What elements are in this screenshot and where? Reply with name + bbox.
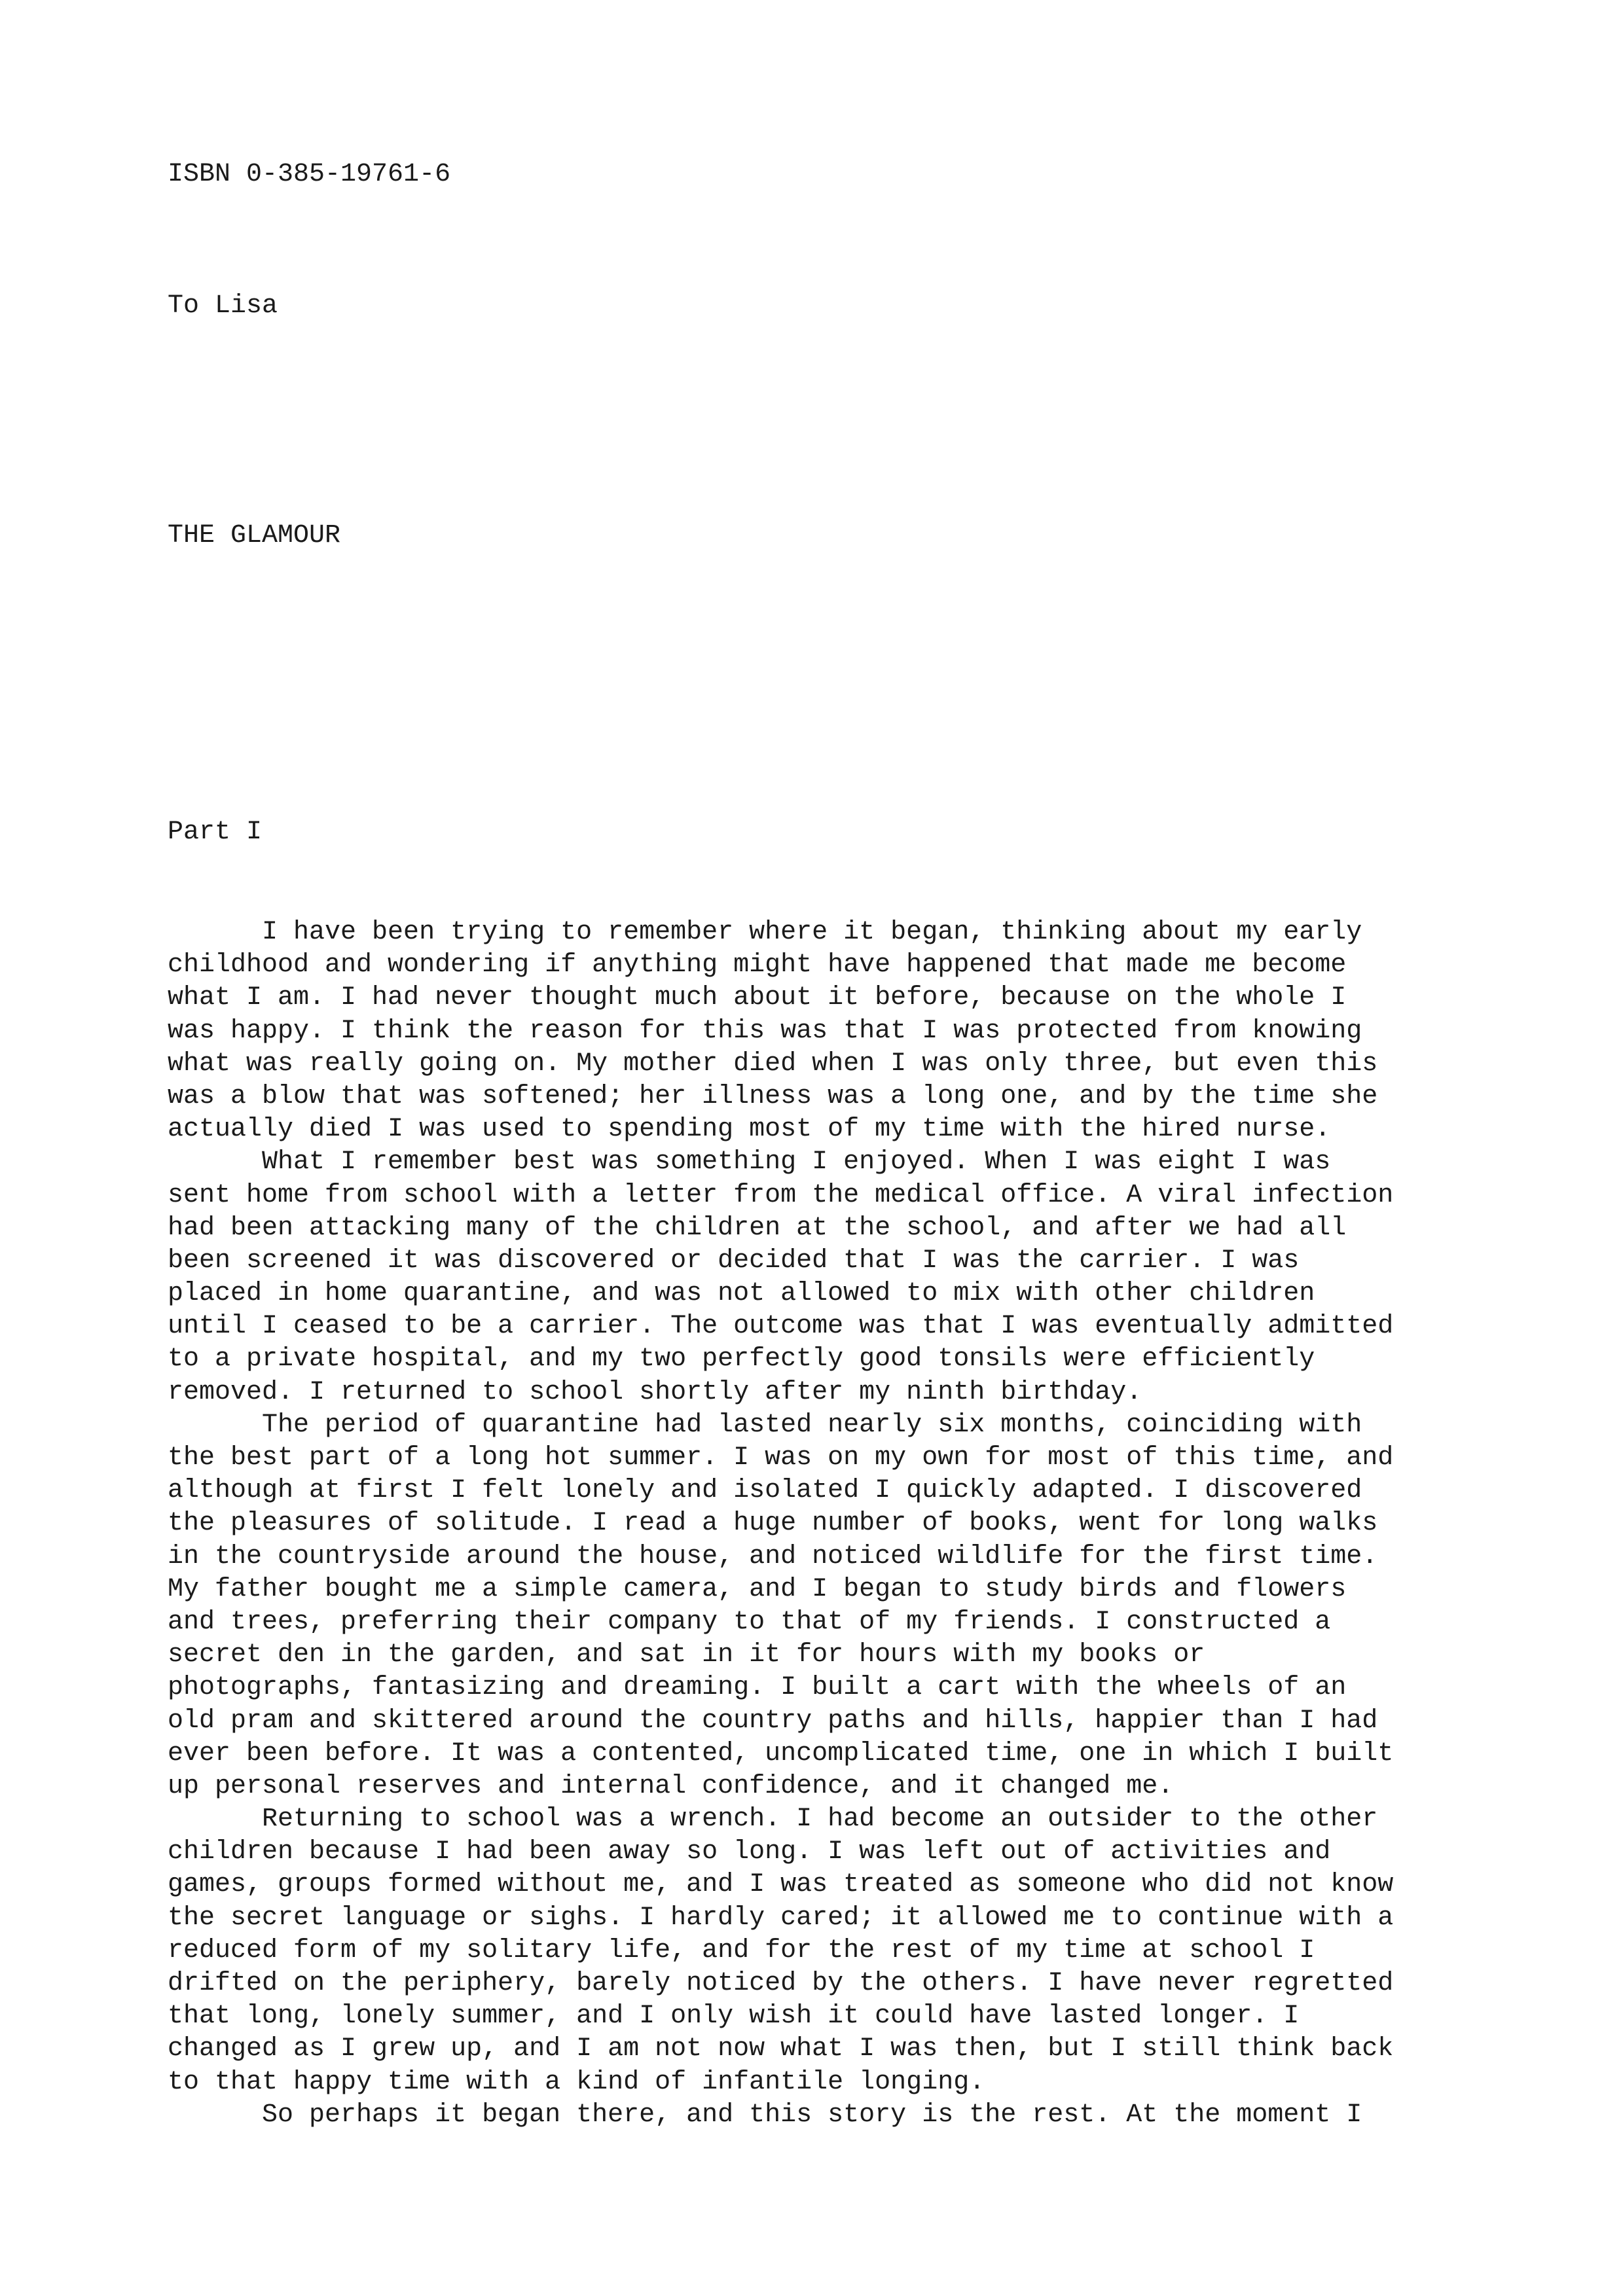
dedication: To Lisa: [168, 291, 278, 321]
body-line: photographs, fantasizing and dreaming. I built a cart with the wheels of an: [168, 1673, 1347, 1703]
body-line: games, groups formed without me, and I was treated as someone who did not know: [168, 1870, 1394, 1900]
body-line: sent home from school with a letter from the medical office. A viral infection: [168, 1180, 1394, 1210]
book-title: THE GLAMOUR: [168, 521, 341, 550]
body-line: until I ceased to be a carrier. The outcome was that I was eventually admitted: [168, 1312, 1394, 1342]
body-line: drifted on the periphery, barely noticed by the others. I have never regretted: [168, 1969, 1394, 1998]
body-line: was a blow that was softened; her illness was a long one, and by the time she: [168, 1081, 1378, 1111]
body-line: what was really going on. My mother died when I was only three, but even this: [168, 1049, 1378, 1079]
body-line: secret den in the garden, and sat in it for hours with my books or: [168, 1640, 1205, 1670]
body-line: and trees, preferring their company to that of my friends. I constructed a: [168, 1607, 1331, 1637]
body-line: children because I had been away so long. I was left out of activities and: [168, 1837, 1331, 1867]
body-line: to a private hospital, and my two perfectly good tonsils were efficiently: [168, 1344, 1315, 1374]
body-line: removed. I returned to school shortly after my ninth birthday.: [168, 1377, 1142, 1407]
body-line: ever been before. It was a contented, uncomplicated time, one in which I built: [168, 1738, 1394, 1768]
body-line: actually died I was used to spending most of my time with the hired nurse.: [168, 1115, 1331, 1145]
body-line: was happy. I think the reason for this was that I was protected from knowing: [168, 1016, 1362, 1046]
body-line: the best part of a long hot summer. I was on my own for most of this time, and: [168, 1443, 1394, 1473]
body-line: had been attacking many of the children at the school, and after we had all: [168, 1213, 1347, 1243]
body-line: My father bought me a simple camera, and I began to study birds and flowers: [168, 1574, 1347, 1604]
body-line: old pram and skittered around the country paths and hills, happier than I had: [168, 1706, 1378, 1736]
body-line: to that happy time with a kind of infantile longing.: [168, 2067, 985, 2097]
body-line: that long, lonely summer, and I only wish it could have lasted longer. I: [168, 2001, 1300, 2032]
body-line: So perhaps it began there, and this story is the rest. At the moment I: [168, 2100, 1362, 2130]
body-line: been screened it was discovered or decided that I was the carrier. I was: [168, 1246, 1300, 1276]
body-line: What I remember best was something I enjoyed. When I was eight I was: [168, 1147, 1331, 1177]
body-line: what I am. I had never thought much about it before, because on the whole I: [168, 983, 1347, 1013]
body-line: changed as I grew up, and I am not now what I was then, but I still think back: [168, 2034, 1394, 2064]
body-line: childhood and wondering if anything might have happened that made me become: [168, 950, 1347, 980]
body-line: up personal reserves and internal confidence, and it changed me.: [168, 1771, 1174, 1801]
body-line: reduced form of my solitary life, and for the rest of my time at school I: [168, 1935, 1315, 1965]
body-line: the secret language or sighs. I hardly cared; it allowed me to continue with a: [168, 1903, 1394, 1933]
body-line: although at first I felt lonely and isolated I quickly adapted. I discovered: [168, 1476, 1362, 1506]
body-line: Returning to school was a wrench. I had become an outsider to the other: [168, 1804, 1378, 1835]
body-line: I have been trying to remember where it began, thinking about my early: [168, 918, 1362, 947]
body-text: [168, 916, 1477, 2132]
body-line: in the countryside around the house, and noticed wildlife for the first time.: [168, 1541, 1378, 1571]
body-line: The period of quarantine had lasted nearly six months, coinciding with: [168, 1410, 1362, 1440]
part-heading: Part I: [168, 817, 263, 847]
body-line: the pleasures of solitude. I read a huge number of books, went for long walks: [168, 1509, 1378, 1539]
body-line: placed in home quarantine, and was not allowed to mix with other children: [168, 1279, 1315, 1309]
isbn-line: ISBN 0-385-19761-6: [168, 160, 451, 189]
